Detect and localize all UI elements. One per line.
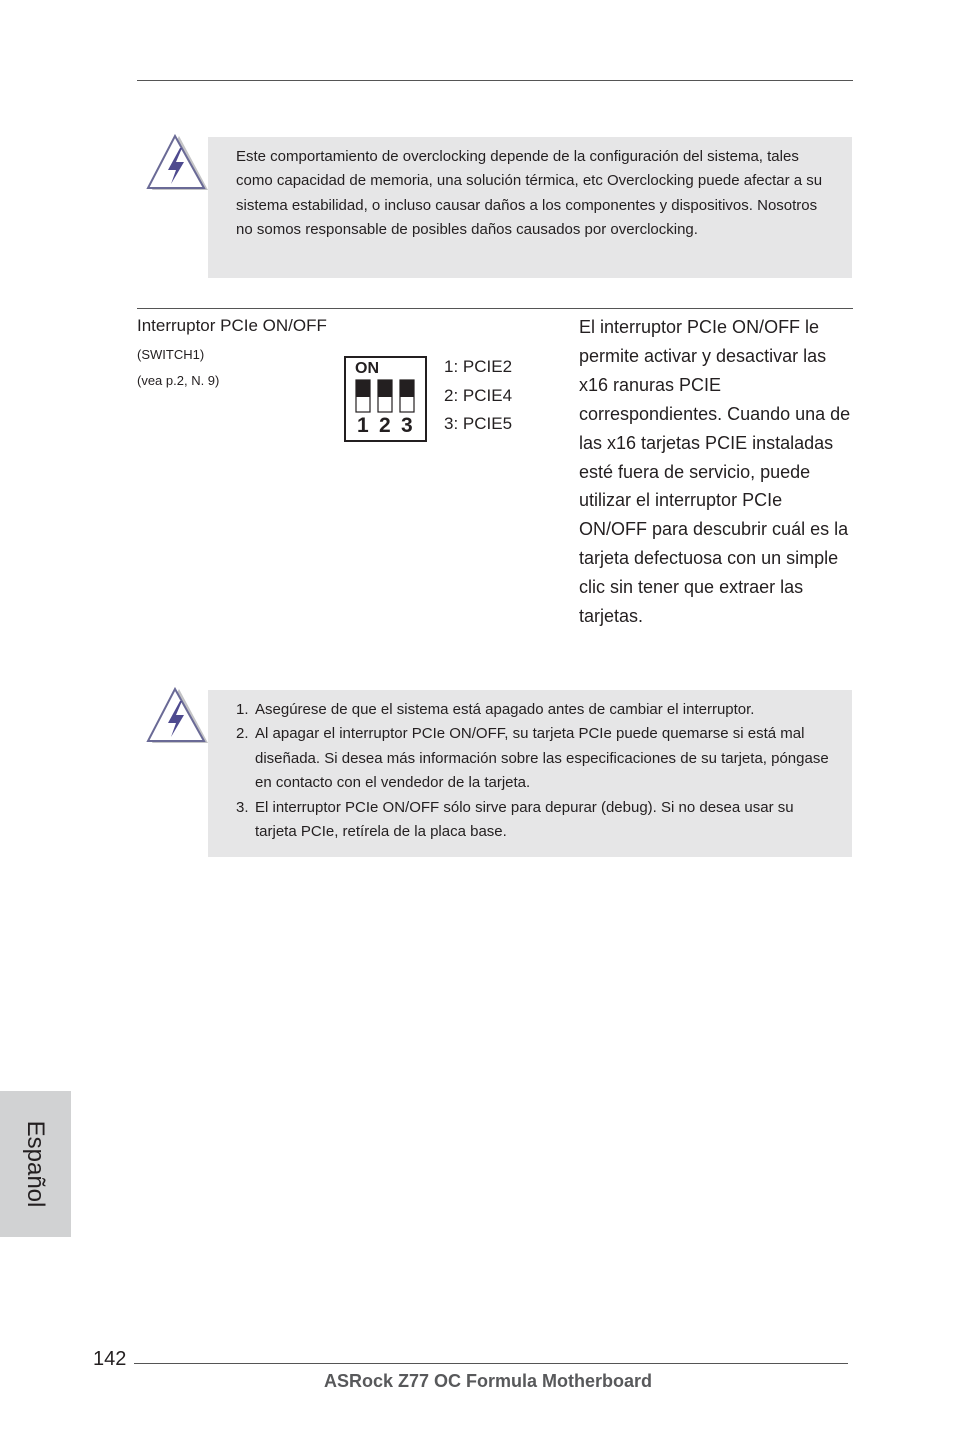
switch-title: Interruptor PCIe ON/OFF — [137, 316, 327, 335]
switch-number-2: 2 — [379, 414, 391, 437]
top-rule — [137, 80, 853, 81]
dip-switch-diagram — [344, 356, 427, 442]
page-number: 142 — [93, 1348, 127, 1370]
switch-mapping-list — [444, 353, 512, 439]
list-text: Al apagar el interruptor PCIe ON/OFF, su tarjeta PCIe puede quemarse si está mal diseñada. Si desea más información sobre las especificaciones de su tarjeta, póngase en contacto con el vendedor de la tarjeta. — [255, 725, 829, 792]
list-item — [236, 796, 836, 845]
switch-reference: (vea p.2, N. 9) — [137, 373, 220, 388]
language-tab — [0, 1091, 71, 1237]
mapping-item: 2: PCIE4 — [444, 385, 513, 405]
mapping-item: 3: PCIE5 — [444, 414, 513, 433]
switch-notes — [208, 690, 852, 857]
list-text: Asegúrese de que el sistema está apagado antes de cambiar el interruptor. — [255, 701, 755, 718]
switch-id: (SWITCH1) — [137, 347, 205, 362]
list-number: 3. — [236, 798, 249, 816]
list-item — [236, 698, 836, 722]
switch-number-3: 3 — [401, 414, 413, 437]
warning-icon — [146, 134, 208, 192]
switch-notes-list — [236, 698, 836, 844]
list-number: 2. — [236, 725, 249, 743]
overclocking-note — [208, 137, 852, 278]
switch-section — [137, 316, 327, 388]
switch-number-1: 1 — [357, 414, 369, 437]
language-tab-label: Español — [22, 1120, 49, 1208]
list-text: El interruptor PCIe ON/OFF sólo sirve para depurar (debug). Si no desea usar su tarjeta PCIe, retírela de la placa base. — [255, 798, 794, 841]
overclocking-note-text: Este comportamiento de overclocking depende de la configuración del sistema, tales como capacidad de memoria, una solución térmica, etc Overclocking puede afectar a su sistema estabilidad, o incluso causar daños a los componentes y dispositivos. Nosotros no somos responsable de posibles daños causados por overclocking. — [236, 148, 823, 239]
list-number: 1. — [236, 701, 249, 718]
mapping-item: 1: PCIE2 — [444, 357, 513, 376]
switch-description: El interruptor PCIe ON/OFF le permite activar y desactivar las x16 ranuras PCIE correspondientes. Cuando una de las x16 tarjetas PCIE instaladas esté fuera de servicio, puede utilizar el interruptor PCIe ON/OFF para descubrir cuál es la tarjeta defectuosa con un simple clic sin tener que extraer las tarjetas. — [579, 317, 851, 627]
footer-title: ASRock Z77 OC Formula Motherboard — [324, 1371, 653, 1391]
footer-rule — [134, 1363, 848, 1364]
section-rule — [137, 308, 853, 309]
list-item — [236, 722, 836, 795]
warning-icon — [146, 687, 208, 745]
switch-on-label: ON — [355, 360, 379, 377]
